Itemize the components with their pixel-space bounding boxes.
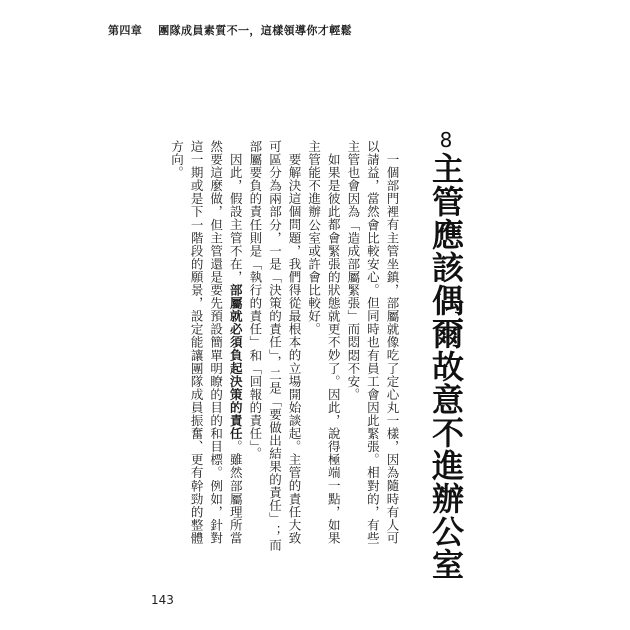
section-number: 8 (434, 128, 458, 152)
paragraph (167, 140, 245, 552)
section-title (422, 128, 468, 581)
chapter-label: 第四章 (108, 24, 143, 37)
section-title-text: 主管應該偶爾故意不進辦公室 (427, 152, 465, 581)
running-header (108, 22, 352, 38)
paragraph: 如果是彼此都會緊張的狀態就更不妙了。因此，說得極端一點，如果主管能不進辦公室或許會比較好。 (306, 140, 342, 544)
body-text (152, 140, 402, 552)
emphasized-text: 部屬就必須負起決策的責任 (228, 283, 244, 440)
paragraph-text: 。雖然部屬理所當然要這麼做，但主管還是要先預設簡單明瞭的目的和目標。例如，針對這一期或是下一階段的願景，設定能讓團隊成員振奮、更有幹勁的整體方向。 (169, 140, 244, 545)
paragraph: 一個部門裡有主管坐鎮，部屬就像吃了定心丸一樣，因為隨時有人可以請益，當然會比較安心。但同時也有員工會因此緊張。相對的，有些主管也會因為「造成部屬緊張」而悶悶不安。 (345, 140, 400, 545)
chapter-heading: 團隊成員素質不一，這樣領導你才輕鬆 (158, 24, 353, 37)
paragraph: 要解決這個問題，我們得從最根本的立場開始談起。主管的責任大致可區分為兩部分，一是「決策的責任」，二是「要做出結果的責任」；而部屬要負的責任則是「執行的責任」和「回報的責任」。 (247, 140, 303, 552)
page-number: 143 (151, 593, 174, 607)
paragraph-text: 因此，假設主管不在， (228, 152, 244, 283)
